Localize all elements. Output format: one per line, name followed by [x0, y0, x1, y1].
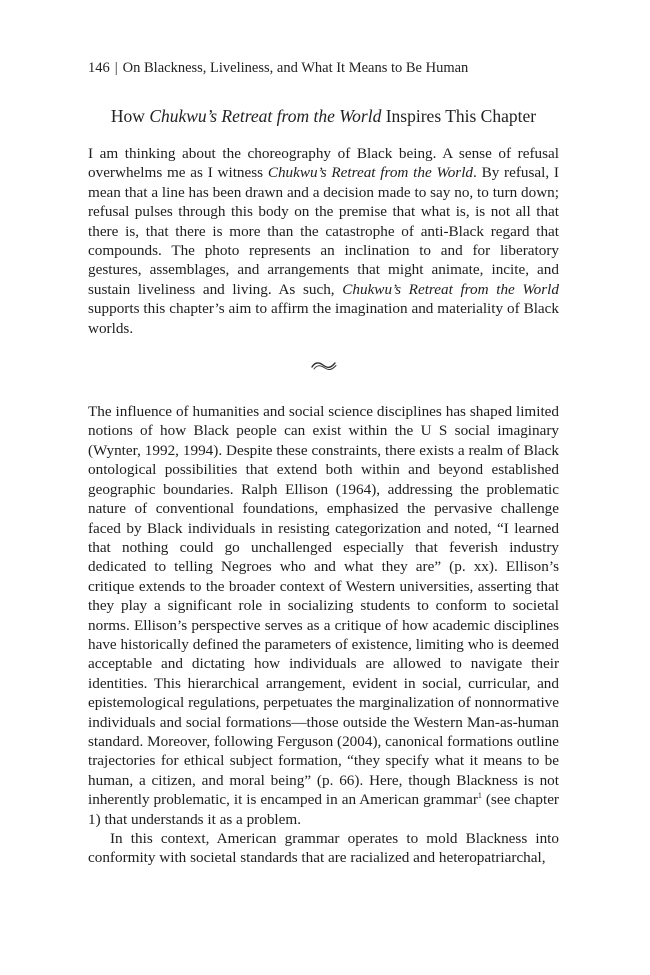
- section-heading-italic-title: Chukwu’s Retreat from the World: [149, 106, 382, 126]
- paragraph-text: . By refusal, I mean that a line has been drawn and a decision made to say no, to turn down; refusal pulses through this body on the premise that what is, is not all that there is, that there is more than the catastrophe of anti-Black regard that compounds. The photo represents an inclination to and for liberatory gestures, assemblages, and arrangements that might animate, incite, and sustain liveliness and living. As such,: [88, 164, 559, 298]
- section-break-ornament: [88, 342, 559, 388]
- paragraph-text: In this context, American grammar operates to mold Blackness into conformity with societal standards that are racialized and heteropatriarchal,: [88, 830, 559, 867]
- footnote-marker: 1: [477, 791, 482, 801]
- paragraph-text: I am thinking about the choreography of Black being. A sense of refusal overwhelms me as I witness: [88, 145, 559, 182]
- paragraph-text: supports this chapter’s aim to affirm the imagination and materiality of Black worlds.: [88, 300, 559, 337]
- page-number: 146: [88, 60, 110, 76]
- paragraph-chukwu-refusal: [88, 144, 559, 338]
- running-head: [88, 58, 559, 78]
- section-heading: [88, 104, 559, 128]
- running-head-title: On Blackness, Liveliness, and What It Means to Be Human: [122, 60, 469, 76]
- artwork-title: Chukwu’s Retreat from the World: [342, 280, 559, 298]
- section-heading-text-before: How: [110, 106, 150, 126]
- paragraph-disciplines-influence: [88, 402, 559, 829]
- paragraph-text: (see chapter 1) that understands it as a problem.: [88, 791, 559, 828]
- paragraph-text: The influence of humanities and social science disciplines has shaped limited notions of how Black people can exist within the U S social imaginary (Wynter, 1992, 1994). Despite these constraints, there exists a realm of Black ontological possibilities that extend both within and beyond established geographic boundaries. Ralph Ellison (1964), addressing the problematic nature of conventional foundations, emphasized the pervasive challenge faced by Black individuals in resisting categorization and noted, “I learned that nothing could go unchallenged especially that feverish industry dedicated to telling Negroes who and what they are” (p. xx). Ellison’s critique extends to the broader context of Western universities, asserting that they play a significant role in socializing students to conform to societal norms. Ellison’s perspective serves as a critique of how academic disciplines have historically defined the parameters of existence, limiting who is deemed acceptable and dictating how individuals are allowed to navigate their identities. This hierarchical arrangement, evident in social, curricular, and epistemological regulations, perpetuates the marginalization of nonnormative individuals and social formations—those outside the Western Man-as-human standard. Moreover, following Ferguson (2004), canonical formations outline trajectories for ethical subject formation, “they specify what it means to be human, a citizen, and moral being” (p. 66). Here, though Blackness is not inherently problematic, it is encamped in an American grammar: [88, 403, 559, 809]
- paragraph-american-grammar: [88, 829, 559, 868]
- section-heading-text-after: Inspires This Chapter: [381, 106, 537, 126]
- swung-dash-ornament-icon: [310, 359, 338, 371]
- artwork-title: Chukwu’s Retreat from the World: [267, 164, 474, 182]
- book-page: [88, 58, 559, 868]
- running-head-separator: |: [114, 60, 118, 76]
